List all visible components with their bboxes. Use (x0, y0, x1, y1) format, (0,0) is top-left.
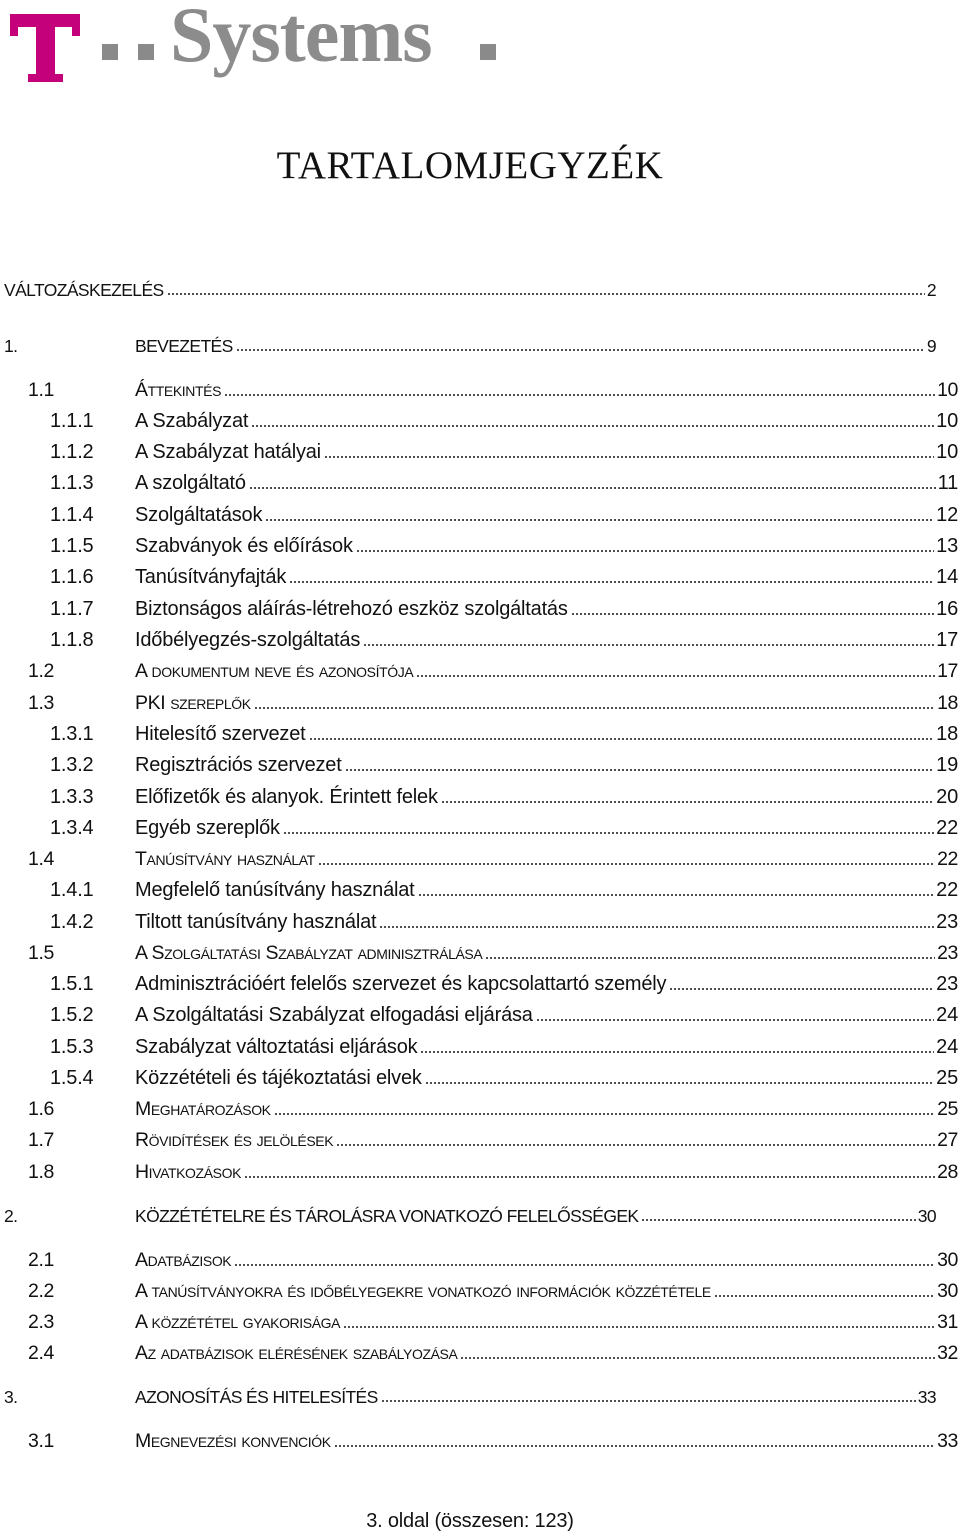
toc-entry-number: 1.1.8 (50, 629, 94, 651)
toc-entry-number: 1.3.4 (50, 817, 94, 839)
toc-entry-title: Megfelelő tanúsítvány használat (135, 879, 415, 901)
toc-entry-number: 2.4 (28, 1342, 54, 1364)
toc-entry-title: Szabályzat változtatási eljárások (135, 1036, 418, 1058)
toc-entry-number: 1.5 (28, 942, 54, 964)
toc-entry[interactable] (0, 472, 960, 500)
dot-leader (381, 1400, 916, 1402)
toc-entry-title: Az adatbázisok elérésének szabályozása (135, 1342, 458, 1364)
toc-entry[interactable] (0, 973, 960, 1001)
toc-entry[interactable] (0, 629, 960, 657)
page-footer: 3. oldal (összesen: 123) (366, 1510, 574, 1532)
toc-entry[interactable] (0, 566, 960, 594)
logo-dot-icon (480, 44, 496, 60)
toc-entry-page: 9 (926, 336, 936, 356)
dot-leader (167, 293, 925, 295)
toc-entry[interactable] (0, 1206, 960, 1234)
toc-entry[interactable] (0, 754, 960, 782)
dot-leader (345, 769, 935, 771)
toc-entry[interactable] (0, 660, 960, 688)
toc-entry[interactable] (0, 786, 960, 814)
dot-leader (254, 707, 935, 709)
toc-entry-page: 27 (937, 1129, 958, 1151)
toc-entry-title: Rövidítések és jelölések (135, 1129, 334, 1151)
toc-entry-title: Tanúsítvány használat (135, 848, 315, 870)
dot-leader (249, 487, 936, 489)
toc-entry-page: 30 (937, 1249, 958, 1271)
toc-entry-page: 24 (936, 1036, 958, 1058)
toc-entry-title: Közzétételi és tájékoztatási elvek (135, 1067, 422, 1089)
toc-entry-page: 20 (936, 786, 958, 808)
dot-leader (363, 644, 934, 646)
toc-entry-number: 1.1.7 (50, 598, 94, 620)
toc-entry-title: KÖZZÉTÉTELRE ÉS TÁROLÁSRA VONATKOZÓ FELELŐSSÉGEK (135, 1206, 639, 1226)
toc-entry-title: A Szolgáltatási Szabályzat elfogadási eljárása (135, 1004, 533, 1026)
toc-entry[interactable] (0, 1280, 960, 1308)
toc-entry-page: 22 (937, 848, 958, 870)
toc-entry-number: 1.3.3 (50, 786, 94, 808)
toc-entry-page: 10 (936, 410, 958, 432)
toc-entry-number: 1.1.3 (50, 472, 94, 494)
toc-entry-title: Áttekintés (135, 379, 222, 401)
dot-leader (571, 613, 934, 615)
toc-entry[interactable] (0, 817, 960, 845)
toc-entry[interactable] (0, 1161, 960, 1189)
dot-leader (283, 832, 934, 834)
toc-entry-number: 1.6 (28, 1098, 54, 1120)
toc-entry-title: Szabványok és előírások (135, 535, 353, 557)
toc-entry-page: 23 (936, 911, 958, 933)
toc-entry-number: 1.7 (28, 1129, 54, 1151)
dot-leader (420, 1051, 934, 1053)
toc-entry[interactable] (0, 1004, 960, 1032)
toc-entry-number: 1.1.4 (50, 504, 94, 526)
toc-entry-page: 16 (936, 598, 958, 620)
toc-entry-page: 10 (937, 379, 958, 401)
toc-entry-page: 18 (937, 692, 958, 714)
toc-entry-number: 1.5.2 (50, 1004, 94, 1026)
toc-entry[interactable] (0, 1249, 960, 1277)
dot-leader (324, 456, 934, 458)
dot-leader (460, 1357, 935, 1359)
toc-entry[interactable] (0, 504, 960, 532)
toc-entry-number: 2. (4, 1206, 18, 1226)
toc-entry-title: Regisztrációs szervezet (135, 754, 342, 776)
dot-leader (265, 519, 934, 521)
dot-leader (289, 581, 934, 583)
logo-wordmark: Systems (170, 0, 432, 78)
dot-leader (641, 1219, 915, 1221)
dot-leader (441, 801, 934, 803)
toc-entry-title: Meghatározások (135, 1098, 271, 1120)
toc-entry[interactable] (0, 911, 960, 939)
toc-entry[interactable] (0, 1342, 960, 1370)
toc-entry[interactable] (0, 441, 960, 469)
toc-entry[interactable] (0, 1387, 960, 1415)
toc-entry-page: 31 (937, 1311, 958, 1333)
toc-entry[interactable] (0, 535, 960, 563)
dot-leader (244, 1176, 935, 1178)
toc-entry-title: Tiltott tanúsítvány használat (135, 911, 377, 933)
toc-entry-page: 17 (936, 629, 958, 651)
toc-entry[interactable] (0, 942, 960, 970)
toc-entry-number: 1.5.3 (50, 1036, 94, 1058)
toc-entry-number: 2.2 (28, 1280, 54, 1302)
dot-leader (236, 349, 925, 351)
toc-entry[interactable] (0, 848, 960, 876)
toc-entry-title: VÁLTOZÁSKEZELÉS (4, 280, 164, 300)
page-title: TARTALOMJEGYZÉK (276, 144, 664, 187)
toc-entry-page: 25 (937, 1098, 958, 1120)
logo-dot-icon (102, 44, 118, 60)
toc-entry[interactable] (0, 1036, 960, 1064)
toc-entry-number: 1.1 (28, 379, 54, 401)
dot-leader (343, 1326, 935, 1328)
toc-entry-page: 24 (936, 1004, 958, 1026)
toc-entry-title: Szolgáltatások (135, 504, 263, 526)
toc-entry-page: 22 (936, 879, 958, 901)
dot-leader (536, 1019, 934, 1021)
dot-leader (714, 1295, 935, 1297)
toc-entry-page: 12 (936, 504, 958, 526)
toc-entry-title: A tanúsítványokra és időbélyegekre vonatkozó információk közzététele (135, 1280, 711, 1302)
toc-entry-number: 1.4 (28, 848, 54, 870)
dot-leader (224, 394, 935, 396)
toc-entry-page: 25 (936, 1067, 958, 1089)
toc-entry-number: 1.4.1 (50, 879, 94, 901)
toc-entry-title: Hitelesítő szervezet (135, 723, 306, 745)
dot-leader (234, 1264, 935, 1266)
toc-entry-number: 1.1.6 (50, 566, 94, 588)
toc-entry-title: Adatbázisok (135, 1249, 232, 1271)
dot-leader (425, 1082, 934, 1084)
toc-entry-title: PKI szereplők (135, 692, 251, 714)
toc-entry-page: 18 (936, 723, 958, 745)
toc-entry-title: A közzététel gyakorisága (135, 1311, 341, 1333)
toc-entry-title: A Szabályzat hatályai (135, 441, 321, 463)
toc-entry-title: Egyéb szereplők (135, 817, 280, 839)
toc-entry-number: 1.3.2 (50, 754, 94, 776)
dot-leader (669, 988, 934, 990)
dot-leader (334, 1445, 935, 1447)
toc-entry-title: A Szabályzat (135, 410, 249, 432)
t-logo-icon (10, 6, 80, 84)
toc-entry-title: Megnevezési konvenciók (135, 1430, 331, 1452)
toc-entry-page: 19 (936, 754, 958, 776)
toc-entry-number: 1.3 (28, 692, 54, 714)
toc-entry-title: Biztonságos aláírás-létrehozó eszköz szolgáltatás (135, 598, 568, 620)
toc-entry-page: 23 (936, 973, 958, 995)
toc-entry-title: Hivatkozások (135, 1161, 242, 1183)
toc-entry-number: 2.3 (28, 1311, 54, 1333)
dot-leader (318, 863, 935, 865)
toc-entry[interactable] (0, 692, 960, 720)
dot-leader (356, 550, 934, 552)
toc-entry-number: 1.3.1 (50, 723, 94, 745)
toc-entry-page: 10 (936, 441, 958, 463)
toc-entry-page: 30 (937, 1280, 958, 1302)
dot-leader (274, 1113, 935, 1115)
dot-leader (485, 957, 935, 959)
toc-entry-page: 17 (937, 660, 958, 682)
toc-entry-title: Előfizetők és alanyok. Érintett felek (135, 786, 438, 808)
toc-entry-number: 1.4.2 (50, 911, 94, 933)
toc-entry[interactable] (0, 1311, 960, 1339)
toc-entry-number: 1.8 (28, 1161, 54, 1183)
toc-entry-number: 1.5.1 (50, 973, 94, 995)
toc-entry-number: 1.1.5 (50, 535, 94, 557)
dot-leader (336, 1144, 935, 1146)
toc-entry[interactable] (0, 723, 960, 751)
toc-entry-page: 33 (937, 1430, 958, 1452)
toc-entry-page: 32 (937, 1342, 958, 1364)
toc-entry-page: 11 (937, 472, 958, 494)
t-systems-logo (10, 0, 510, 105)
toc-entry-page: 2 (926, 280, 936, 300)
toc-entry[interactable] (0, 879, 960, 907)
toc-entry-title: Időbélyegzés-szolgáltatás (135, 629, 361, 651)
dot-leader (418, 894, 935, 896)
toc-entry[interactable] (0, 379, 960, 407)
logo-dot-icon (138, 44, 154, 60)
toc-entry-page: 33 (917, 1387, 936, 1407)
dot-leader (309, 738, 935, 740)
toc-entry-number: 1. (4, 336, 18, 356)
toc-entry[interactable] (0, 336, 960, 364)
dot-leader (379, 926, 934, 928)
toc-entry[interactable] (0, 1129, 960, 1157)
toc-entry-number: 1.5.4 (50, 1067, 94, 1089)
toc-entry[interactable] (0, 1430, 960, 1458)
toc-entry-title: A Szolgáltatási Szabályzat adminisztrálása (135, 942, 483, 964)
toc-entry-number: 1.1.1 (50, 410, 94, 432)
toc-entry-number: 3.1 (28, 1430, 54, 1452)
toc-entry-page: 22 (936, 817, 958, 839)
toc-entry[interactable] (0, 280, 960, 308)
toc-entry-page: 30 (917, 1206, 936, 1226)
toc-entry-title: AZONOSÍTÁS ÉS HITELESÍTÉS (135, 1387, 378, 1407)
toc-entry-title: Tanúsítványfajták (135, 566, 287, 588)
toc-entry-page: 14 (936, 566, 958, 588)
dot-leader (416, 675, 935, 677)
toc-entry-page: 13 (936, 535, 958, 557)
toc-entry-page: 23 (937, 942, 958, 964)
toc-entry[interactable] (0, 410, 960, 438)
toc-entry-number: 1.1.2 (50, 441, 94, 463)
dot-leader (251, 425, 934, 427)
toc-entry[interactable] (0, 598, 960, 626)
toc-entry-title: A dokumentum neve és azonosítója (135, 660, 414, 682)
toc-entry-title: A szolgáltató (135, 472, 246, 494)
toc-entry-page: 28 (937, 1161, 958, 1183)
toc-entry-number: 3. (4, 1387, 18, 1407)
toc-entry[interactable] (0, 1067, 960, 1095)
toc-entry[interactable] (0, 1098, 960, 1126)
toc-entry-number: 2.1 (28, 1249, 54, 1271)
toc-entry-title: BEVEZETÉS (135, 336, 233, 356)
toc-entry-title: Adminisztrációért felelős szervezet és kapcsolattartó személy (135, 973, 667, 995)
toc-entry-number: 1.2 (28, 660, 54, 682)
